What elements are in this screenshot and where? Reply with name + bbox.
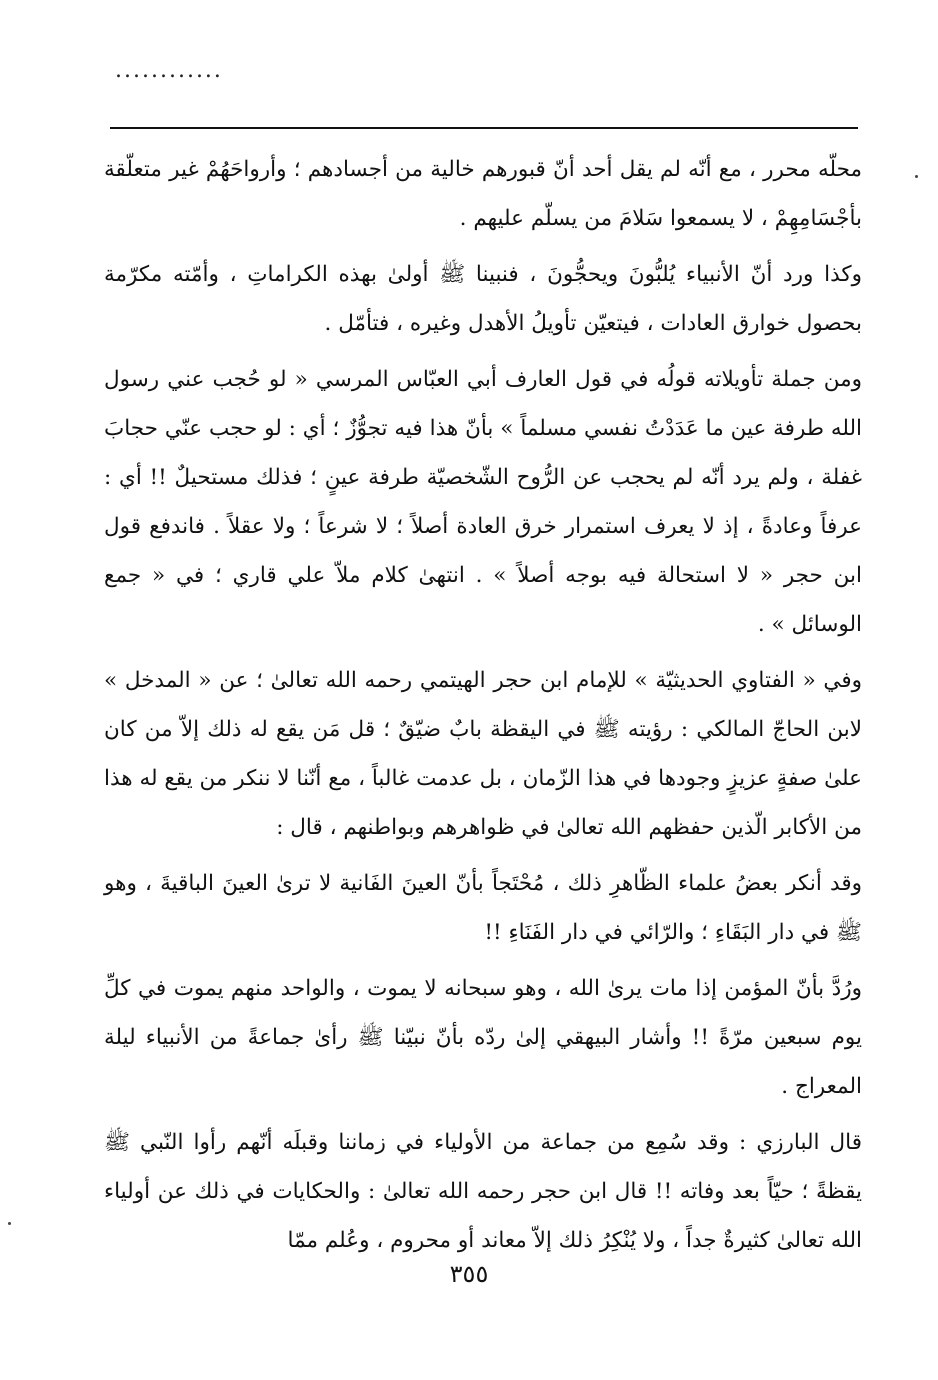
paragraph-1: محلّه محرر ، مع أنّه لم يقل أحد أنّ قبورهم خالية من أجسادهم ؛ وأرواحَهُمْ غير متعلّقة بأجْسَامِهِمْ ، لا يسمعوا سَلامَ من يسلّم عليهم . (104, 157, 862, 231)
paragraph-4: وفي « الفتاوي الحديثيّة » للإمام ابن حجر الهيتمي رحمه الله تعالىٰ ؛ عن « المدخل » لابن الحاجّ المالكي : رؤيته ﷺ في اليقظة بابٌ ضيّقٌ ؛ قل مَن يقع له ذلك إلاّ من كان علىٰ صفةٍ عزيزٍ وجودها في هذا الزّمان ، بل عدمت غالباً ، مع أنّنا لا ننكر من يقع له هذا من الأكابر الّذين حفظهم الله تعالىٰ في ظواهرهم وبواطنهم ، قال : (104, 668, 862, 840)
paragraph-6: ورُدَّ بأنّ المؤمن إذا مات يرىٰ الله ، وهو سبحانه لا يموت ، والواحد منهم يموت في كلِّ يوم سبعين مرّةً !! وأشار البيهقي إلىٰ ردّه بأنّ نبيّنا ﷺ رأىٰ جماعةً من الأنبياء ليلة المعراج . (104, 976, 862, 1099)
page-number: ٣٥٥ (449, 1260, 489, 1288)
paragraph-5: وقد أنكر بعضُ علماء الظّاهرِ ذلك ، مُحْتَجاً بأنّ العينَ الفَانية لا ترىٰ العينَ الباقيةَ ، وهو ﷺ في دار البَقَاءِ ؛ والرّائي في دار الفَنَاءِ !! (104, 871, 862, 945)
margin-mark (8, 1222, 11, 1225)
paragraph-7: قال البارزي : وقد سُمِع من جماعة من الأولياء في زماننا وقبلَه أنّهم رأوا النّبي ﷺ يقظةً ؛ حيّاً بعد وفاته !! قال ابن حجر رحمه الله تعالىٰ : والحكايات في ذلك عن أولياء الله تعالىٰ كثيرةٌ جداً ، ولا يُنْكِرُ ذلك إلاّ معاند أو محروم ، وعُلم ممّا (104, 1130, 862, 1253)
paragraph-3: ومن جملة تأويلاته قولُه في قول العارف أبي العبّاس المرسي « لو حُجب عني رسول الله طرفة عين ما عَدَدْتُ نفسي مسلماً » بأنّ هذا فيه تجوُّزٌ ؛ أي : لو حجب عنّي حجابَ غفلة ، ولم يرد أنّه لم يحجب عن الرُّوح الشّخصيّة طرفة عينٍ ؛ فذلك مستحيلٌ !! أي : عرفاً وعادةً ، إذ لا يعرف استمرار خرق العادة أصلاً ؛ لا شرعاً ؛ ولا عقلاً . فاندفع قول ابن حجر « لا استحالة فيه بوجه أصلاً » . انتهىٰ كلام ملاّ علي قاري ؛ في « جمع الوسائل » . (104, 367, 862, 637)
paragraph-2: وكذا ورد أنّ الأنبياء يُلبُّونَ ويحجُّونَ ، فنبينا ﷺ أولىٰ بهذه الكراماتِ ، وأمّته مكرّمة بحصول خوارق العادات ، فيتعيّن تأويلُ الأهدل وغيره ، فتأمّل . (104, 262, 862, 336)
header-dots: ............ (115, 58, 223, 83)
header-rule (110, 127, 858, 129)
margin-mark (915, 175, 918, 178)
body-text (104, 145, 862, 1265)
